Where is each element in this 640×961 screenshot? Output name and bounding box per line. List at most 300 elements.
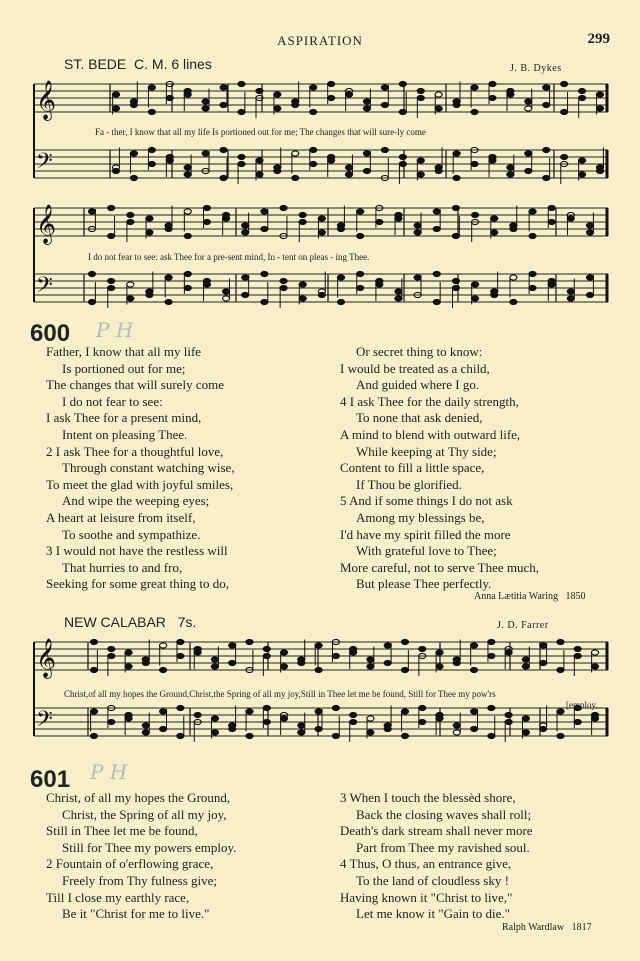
note-head [522,664,529,669]
note-head [211,730,218,735]
note-head [510,275,517,280]
note-head [203,219,210,224]
note-head [548,205,555,210]
verse-line: Is portioned out for me; [62,360,186,376]
note-head [543,102,550,107]
note-head [381,147,388,152]
note-head [540,660,547,665]
note-head [127,296,134,301]
note-head [453,151,460,156]
note-head [507,172,514,177]
note-head [540,643,547,648]
note-head [90,733,97,738]
note-head [435,168,442,173]
note-head [596,168,603,173]
verse-line: Freely from Thy fulness give; [62,872,218,888]
note-head [220,175,227,180]
note-head [395,216,402,221]
note-head [471,296,478,301]
note-head [108,278,115,283]
note-head [452,278,459,283]
note-head [525,168,532,173]
note-head [328,81,335,86]
note-head [470,643,477,648]
note-head [238,154,245,159]
note-head [242,230,249,235]
note-head [367,664,374,669]
author-credit [502,922,592,933]
verse-line: Christ, the Spring of all my joy, [62,806,227,822]
note-head [505,712,512,717]
treble-clef: 𝄞 [36,204,57,244]
note-head [543,85,550,90]
note-head [453,175,460,180]
note-head [350,712,357,717]
note-head [194,650,201,655]
note-head [557,709,564,714]
note-head [142,660,149,665]
note-head [596,106,603,111]
note-head [401,709,408,714]
note-head [357,285,364,290]
note-head [586,292,593,297]
note-head [507,92,514,97]
note-head [543,147,550,152]
note-head [222,216,229,221]
verse-line: 3 When I touch the blessèd shore, [340,790,516,805]
note-head [263,646,270,651]
note-head [261,271,268,276]
note-head [238,161,245,166]
note-head [395,296,402,301]
note-head [384,726,391,731]
note-head [177,733,184,738]
note-head [586,275,593,280]
note-head [488,733,495,738]
note-head [177,705,184,710]
note-head [401,667,408,672]
note-head [561,154,568,159]
note-head [345,172,352,177]
note-head [471,282,478,287]
hymn-text-right [340,790,533,923]
note-head [310,109,317,114]
note-head [310,85,317,90]
note-head [574,646,581,651]
verse-line: A mind to blend with outward life, [340,426,521,442]
note-head [112,106,119,111]
note-head [452,205,459,210]
note-head [318,292,325,297]
verse-line: I would be treated as a child, [340,360,490,376]
author-credit [474,591,586,602]
note-head [367,657,374,662]
note-head [220,147,227,152]
note-head [160,709,167,714]
note-head [130,175,137,180]
note-head [310,161,317,166]
note-head [315,709,322,714]
note-head [574,653,581,658]
note-head [263,653,270,658]
note-head [108,233,115,238]
note-head [177,653,184,658]
note-head [452,233,459,238]
hymn-number: 600 [30,320,71,347]
note-head [384,643,391,648]
note-head [160,726,167,731]
note-head [578,88,585,93]
note-head [222,289,229,294]
note-head [184,271,191,276]
note-head [202,99,209,104]
note-head [357,209,364,214]
hymn-text-left [46,344,235,593]
verse-line: But please Thee perfectly. [356,576,492,592]
note-head [345,165,352,170]
note-head [471,85,478,90]
verse-line: To soothe and sympathize. [62,526,201,542]
note-head [184,233,191,238]
note-head [357,271,364,276]
page-title: ASPIRATION [277,33,363,48]
note-head [510,226,517,231]
note-head [146,230,153,235]
note-head [238,109,245,114]
note-head [363,168,370,173]
note-head [125,664,132,669]
note-head [88,299,95,304]
verse-line: Back the closing waves shall roll; [356,806,532,822]
note-head [452,285,459,290]
note-head [229,643,236,648]
note-head [318,230,325,235]
note-head [184,172,191,177]
verse-line: I ask Thee for a present mind, [46,410,202,426]
note-head [242,275,249,280]
note-head [529,233,536,238]
note-head [453,660,460,665]
note-head [417,95,424,100]
note-head [591,650,598,655]
note-head [567,296,574,301]
treble-clef: 𝄞 [36,638,57,678]
note-head [384,660,391,665]
verse-line: Content to fill a little space, [340,460,485,476]
note-head [148,147,155,152]
note-head [166,95,173,100]
note-head [591,716,598,721]
note-head [436,664,443,669]
note-head [489,81,496,86]
note-head [557,639,564,644]
note-head [453,730,460,735]
note-head [184,165,191,170]
hymn-text-left [46,790,236,923]
verse-line: To none that ask denied, [356,410,483,426]
note-head [561,81,568,86]
note-head [505,650,512,655]
verse-line: Let me know it "Gain to die." [356,906,510,922]
verse-line: Father, I know that all my life [46,344,202,359]
note-head [292,175,299,180]
verse-line: Still for Thee my powers employ. [62,839,237,855]
note-head [160,667,167,672]
author-name: Anna Lætitia Waring [474,591,558,602]
note-head [292,151,299,156]
note-head [540,726,547,731]
note-head [529,285,536,290]
note-head [574,719,581,724]
note-head [399,109,406,114]
lyrics-underlay: [employ. [566,700,598,710]
note-head [229,726,236,731]
verse-line: Having known it "Christ to live," [340,889,513,905]
verse-line: To the land of cloudless sky ! [356,872,509,888]
note-head [578,158,585,163]
verse-line: Through constant watching wise, [62,460,235,476]
note-head [299,296,306,301]
note-head [242,292,249,297]
verse-line: 2 Fountain of o'erflowing grace, [46,856,214,872]
composer-credit: J. D. Farrer [497,620,549,631]
note-head [256,158,263,163]
note-head [280,664,287,669]
verse-line: With grateful love to Thee; [356,543,497,559]
note-head [435,92,442,97]
note-head [328,95,335,100]
note-head [417,172,424,177]
note-head [433,271,440,276]
note-head [433,209,440,214]
verse-line: Christ, of all my hopes the Ground, [46,790,231,805]
note-head [453,723,460,728]
note-head [489,158,496,163]
note-head [261,299,268,304]
note-head [337,226,344,231]
note-head [263,719,270,724]
note-head [522,716,529,721]
note-head [90,667,97,672]
note-head [298,660,305,665]
note-head [127,282,134,287]
note-head [261,226,268,231]
note-head [525,99,532,104]
note-head [543,175,550,180]
hymn-number: 601 [30,766,71,793]
note-head [522,730,529,735]
note-head [399,161,406,166]
note-head [108,205,115,210]
note-head [177,639,184,644]
note-head [453,102,460,107]
note-head [578,172,585,177]
note-head [280,278,287,283]
note-head [229,660,236,665]
note-head [242,223,249,228]
tune-title: NEW CALABAR [64,614,166,630]
note-head [433,226,440,231]
verse-line: 4 Thus, O thus, an entrance give, [340,856,512,872]
note-head [471,212,478,217]
hymn-text-right [340,344,539,593]
note-head [142,723,149,728]
note-head [148,109,155,114]
note-head [148,161,155,166]
note-head [417,88,424,93]
note-head [561,109,568,114]
note-head [256,172,263,177]
verse-line: Part from Thee my ravished soul. [356,839,530,855]
note-head [298,723,305,728]
note-head [160,643,167,648]
note-head [525,106,532,111]
verse-line: Be it "Christ for me to live." [62,906,210,922]
verse-line: The changes that will surely come [46,377,224,393]
verse-line: More careful, not to serve Thee much, [340,559,540,575]
note-head [381,102,388,107]
note-head [395,289,402,294]
note-head [88,209,95,214]
pencil-annotation: P H [96,318,134,342]
note-head [363,106,370,111]
verse-line: If Thou be glorified. [356,476,462,492]
note-head [367,716,374,721]
note-head [363,99,370,104]
verse-line: And wipe the weeping eyes; [62,493,210,509]
note-head [357,233,364,238]
note-head [529,271,536,276]
author-year: 1817 [571,922,592,933]
note-head [194,712,201,717]
note-head [350,650,357,655]
note-head [470,726,477,731]
note-head [345,92,352,97]
verse-line: I do not fear to see: [62,393,163,409]
note-head [211,657,218,662]
note-head [130,151,137,156]
note-head [220,102,227,107]
note-head [548,219,555,224]
verse-line: Or secret thing to know: [356,344,483,359]
tune-name [64,56,212,72]
composer-credit: J. B. Dykes [510,63,562,74]
verse-line: 4 I ask Thee for the daily strength, [340,393,519,409]
verse-line: Death's dark stream shall never more [340,823,533,839]
lyrics-underlay: Fa - ther, I know that all my life Is portioned out for me; The changes that will sure-ly come [95,127,426,137]
note-head [433,299,440,304]
note-head [127,212,134,217]
note-head [246,709,253,714]
verse-line: Seeking for some great thing to do, [46,576,230,592]
note-head [165,226,172,231]
note-head [184,92,191,97]
tune-meter: C. M. 6 lines [134,56,212,72]
note-head [202,106,209,111]
note-head [220,85,227,90]
note-head [165,275,172,280]
note-head [203,282,210,287]
note-head [280,285,287,290]
note-head [274,92,281,97]
note-head [112,168,119,173]
note-head [256,88,263,93]
verse-line: 2 I ask Thee for a thoughtful love, [46,443,224,459]
note-head [238,81,245,86]
verse-line: 5 And if some things I do not ask [340,493,513,509]
note-head [211,664,218,669]
note-head [522,657,529,662]
note-head [414,230,421,235]
music-system-3 [30,634,610,764]
note-head [337,299,344,304]
note-head [90,709,97,714]
note-head [142,730,149,735]
note-head [419,705,426,710]
note-head [108,653,115,658]
note-head [202,151,209,156]
note-head [567,216,574,221]
note-head [417,158,424,163]
note-head [148,85,155,90]
verse-line: Still in Thee let me be found, [46,823,198,839]
note-head [567,289,574,294]
note-head [298,730,305,735]
treble-clef: 𝄞 [36,80,57,120]
note-head [525,151,532,156]
bass-clef: 𝄢 [36,149,53,179]
note-head [414,275,421,280]
verse-line: A heart at leisure from itself, [46,509,196,525]
note-head [510,299,517,304]
verse-line: To meet the glad with joyful smiles, [46,476,234,492]
music-system-2 [30,200,610,330]
note-head [488,653,495,658]
note-head [414,223,421,228]
note-head [435,106,442,111]
note-head [376,282,383,287]
verse-line: Till I close my earthly race, [46,889,190,905]
note-head [529,209,536,214]
note-head [401,639,408,644]
note-head [488,639,495,644]
note-head [108,646,115,651]
note-head [184,285,191,290]
note-head [130,102,137,107]
note-head [280,716,287,721]
note-head [292,102,299,107]
note-head [505,719,512,724]
note-head [332,705,339,710]
note-head [263,705,270,710]
note-head [310,147,317,152]
note-head [315,667,322,672]
note-head [203,205,210,210]
verse-line: I'd have my spirit filled the more [340,526,511,542]
note-head [165,299,172,304]
note-head [299,212,306,217]
note-head [367,730,374,735]
tune-name [64,614,196,630]
pencil-annotation: P H [90,760,128,784]
note-head [557,667,564,672]
note-head [350,719,357,724]
note-head [146,292,153,297]
note-head [488,705,495,710]
note-head [491,230,498,235]
note-head [332,733,339,738]
note-head [274,106,281,111]
